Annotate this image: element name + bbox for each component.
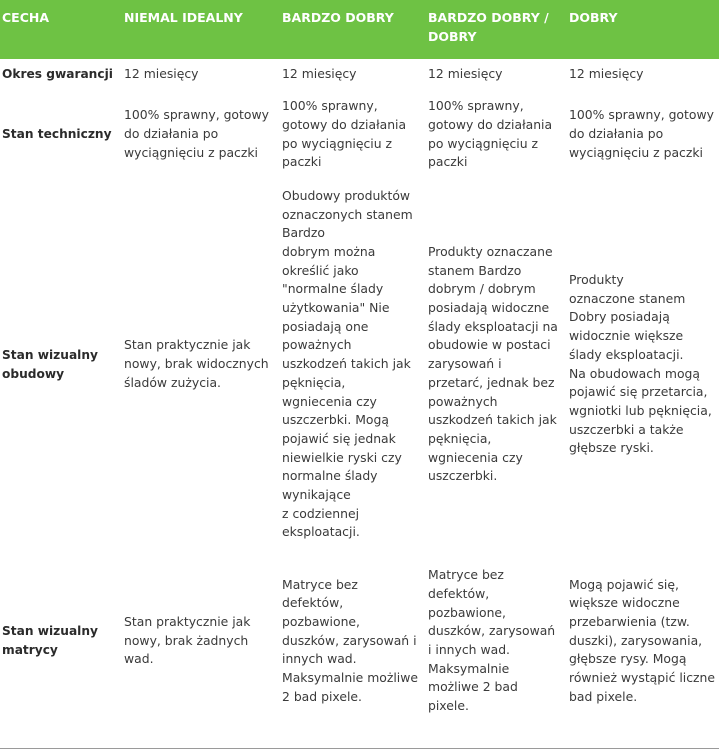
cell-bardzo-dobry: Obudowy produktów oznaczonych stanem Bardzo dobrym można określić jako "normalne ślady użytkowania" Nie posiadają one poważnych uszkodzeń takich jak pęknięcia, wgniecenia czy uszczerbki. Mogą pojawić się jednak niewielkie ryski czy normalne ślady wynikające z codziennej eksploatacji. bbox=[282, 187, 413, 540]
row-label: Stan techniczny bbox=[2, 127, 112, 142]
header-row bbox=[0, 0, 719, 59]
cell-niemal-idealny: Stan praktycznie jak nowy, brak widocznych śladów zużycia. bbox=[124, 337, 269, 390]
header-bardzo-dobry-dobry: BARDZO DOBRY / DOBRY bbox=[428, 10, 549, 44]
table-row-stan-wizualny-obudowy bbox=[0, 177, 719, 552]
cell-bardzo-dobry-dobry: Produkty oznaczane stanem Bardzo dobrym / dobrym posiadają widoczne ślady eksploatacji na obudowie w postaci zarysowań i przetarć, jednak bez poważnych uszkodzeń takich jak pęknięcia, wgniecenia czy uszczerbki. bbox=[428, 243, 558, 484]
table-row-stan-techniczny bbox=[0, 92, 719, 177]
row-label: Stan wizualny obudowy bbox=[2, 347, 98, 381]
cell-bardzo-dobry: 100% sprawny, gotowy do działania po wyciągnięciu z paczki bbox=[282, 98, 407, 170]
cell-bardzo-dobry: Matryce bez defektów, pozbawione, duszków, zarysowań i innych wad. Maksymalnie możliwe 2 bad pixele. bbox=[282, 576, 419, 704]
header-niemal-idealny: NIEMAL IDEALNY bbox=[124, 10, 243, 25]
table-row-okres-gwarancji bbox=[0, 59, 719, 92]
cell-dobry: Mogą pojawić się, większe widoczne przebarwienia (tzw. duszki), zarysowania, głębsze rysy. Mogą również wystąpić liczne bad pixele. bbox=[569, 576, 716, 704]
cell-bardzo-dobry: 12 miesięcy bbox=[282, 66, 357, 81]
cell-niemal-idealny: 12 miesięcy bbox=[124, 66, 199, 81]
row-label: Okres gwarancji bbox=[2, 67, 113, 81]
row-label: Stan wizualny matrycy bbox=[2, 624, 98, 657]
bottom-divider bbox=[0, 748, 719, 749]
header-cecha: CECHA bbox=[2, 10, 50, 25]
cell-niemal-idealny: Stan praktycznie jak nowy, brak żadnych wad. bbox=[124, 613, 251, 667]
cell-bardzo-dobry-dobry: 100% sprawny, gotowy do działania po wyciągnięciu z paczki bbox=[428, 98, 553, 170]
table-body bbox=[0, 59, 719, 730]
cell-dobry: 12 miesięcy bbox=[569, 66, 644, 81]
header-dobry: DOBRY bbox=[569, 10, 618, 25]
cell-dobry: Produkty oznaczone stanem Dobry posiadają widocznie większe ślady eksploatacji. Na obudowach mogą pojawić się przetarcia, wgniotki lub pęknięcia, uszczerbki a także głębsze ryski. bbox=[569, 271, 712, 456]
cell-bardzo-dobry-dobry: Matryce bez defektów, pozbawione, duszków, zarysowań i innych wad. Maksymalnie możliwe 2 bad pixele. bbox=[428, 567, 556, 714]
cell-dobry: 100% sprawny, gotowy do działania po wyciągnięciu z paczki bbox=[569, 107, 714, 160]
table-row-stan-wizualny-matrycy bbox=[0, 552, 719, 730]
header-bardzo-dobry: BARDZO DOBRY bbox=[282, 10, 394, 25]
cell-niemal-idealny: 100% sprawny, gotowy do działania po wyciągnięciu z paczki bbox=[124, 107, 269, 160]
cell-bardzo-dobry-dobry: 12 miesięcy bbox=[428, 66, 503, 81]
table-header bbox=[0, 0, 719, 59]
